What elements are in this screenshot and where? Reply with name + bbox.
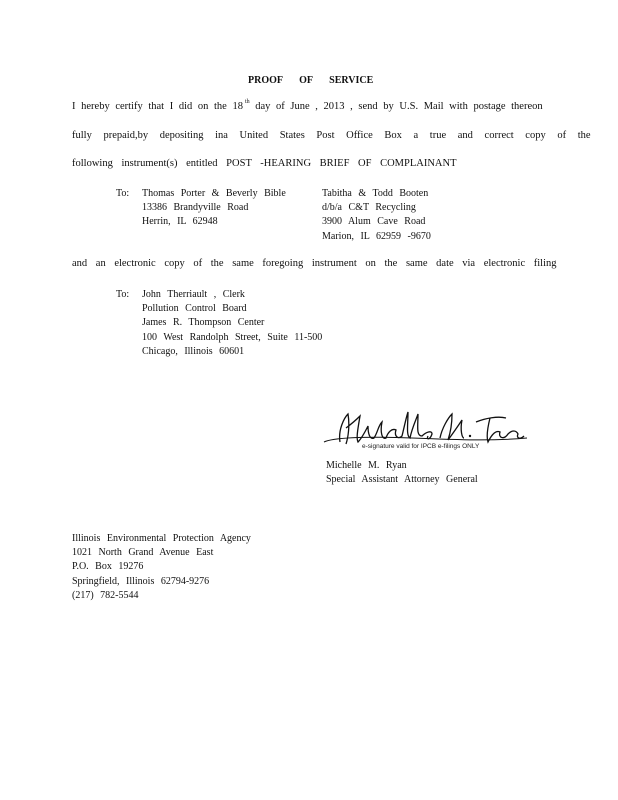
address-line: Pollution Control Board [142,303,247,315]
address-line: P.O. Box 19276 [72,561,144,573]
signer-name: Michelle M. Ryan [326,460,407,471]
page-title: PROOF OF SERVICE [248,75,374,86]
agency-address [72,532,251,603]
body-line-1 [72,101,543,112]
signer-title: Special Assistant Attorney General [326,474,478,486]
address-line: 3900 Alum Cave Road [322,216,426,228]
recipient-address-2 [322,187,431,244]
to-label-2: To: [116,289,130,300]
address-line: 1021 North Grand Avenue East [72,547,214,559]
ordinal-suffix: th [244,99,250,105]
body-line-3: following instrument(s) entitled POST -HEARING BRIEF OF COMPLAINANT [72,158,457,169]
address-line: Springfield, Illinois 62794-9276 [72,575,210,587]
signature-note: e-signature valid for IPCB e-filings ONLY [362,443,480,450]
signer-block [326,459,478,487]
to-label-1: To: [116,188,130,199]
certify-text: I hereby certify that I did on the 18 [72,101,243,112]
address-line: Illinois Environmental Protection Agency [72,533,251,544]
address-line: 100 West Randolph Street, Suite 11-500 [142,331,323,343]
address-line: d/b/a C&T Recycling [322,202,416,214]
address-line: (217) 782-5544 [72,589,139,601]
body-line-2: fully prepaid,by depositing ina United States Post Office Box a true and correct copy of the [72,130,591,141]
recipient-address-1 [142,187,286,230]
address-line: John Therriault , Clerk [142,289,245,300]
address-line: Herrin, IL 62948 [142,216,218,228]
address-line: Marion, IL 62959 -9670 [322,230,431,242]
address-line: Chicago, Illinois 60601 [142,345,245,357]
date-text: day of June , 2013 , send by U.S. Mail with postage thereon [255,101,543,112]
address-line: Thomas Porter & Beverly Bible [142,188,286,199]
address-line: 13386 Brandyville Road [142,202,249,214]
electronic-recipient-address [142,288,322,359]
address-line: James R. Thompson Center [142,317,265,329]
address-line: Tabitha & Todd Booten [322,188,429,199]
body-line-4: and an electronic copy of the same foregoing instrument on the same date via electronic filing [72,258,557,269]
